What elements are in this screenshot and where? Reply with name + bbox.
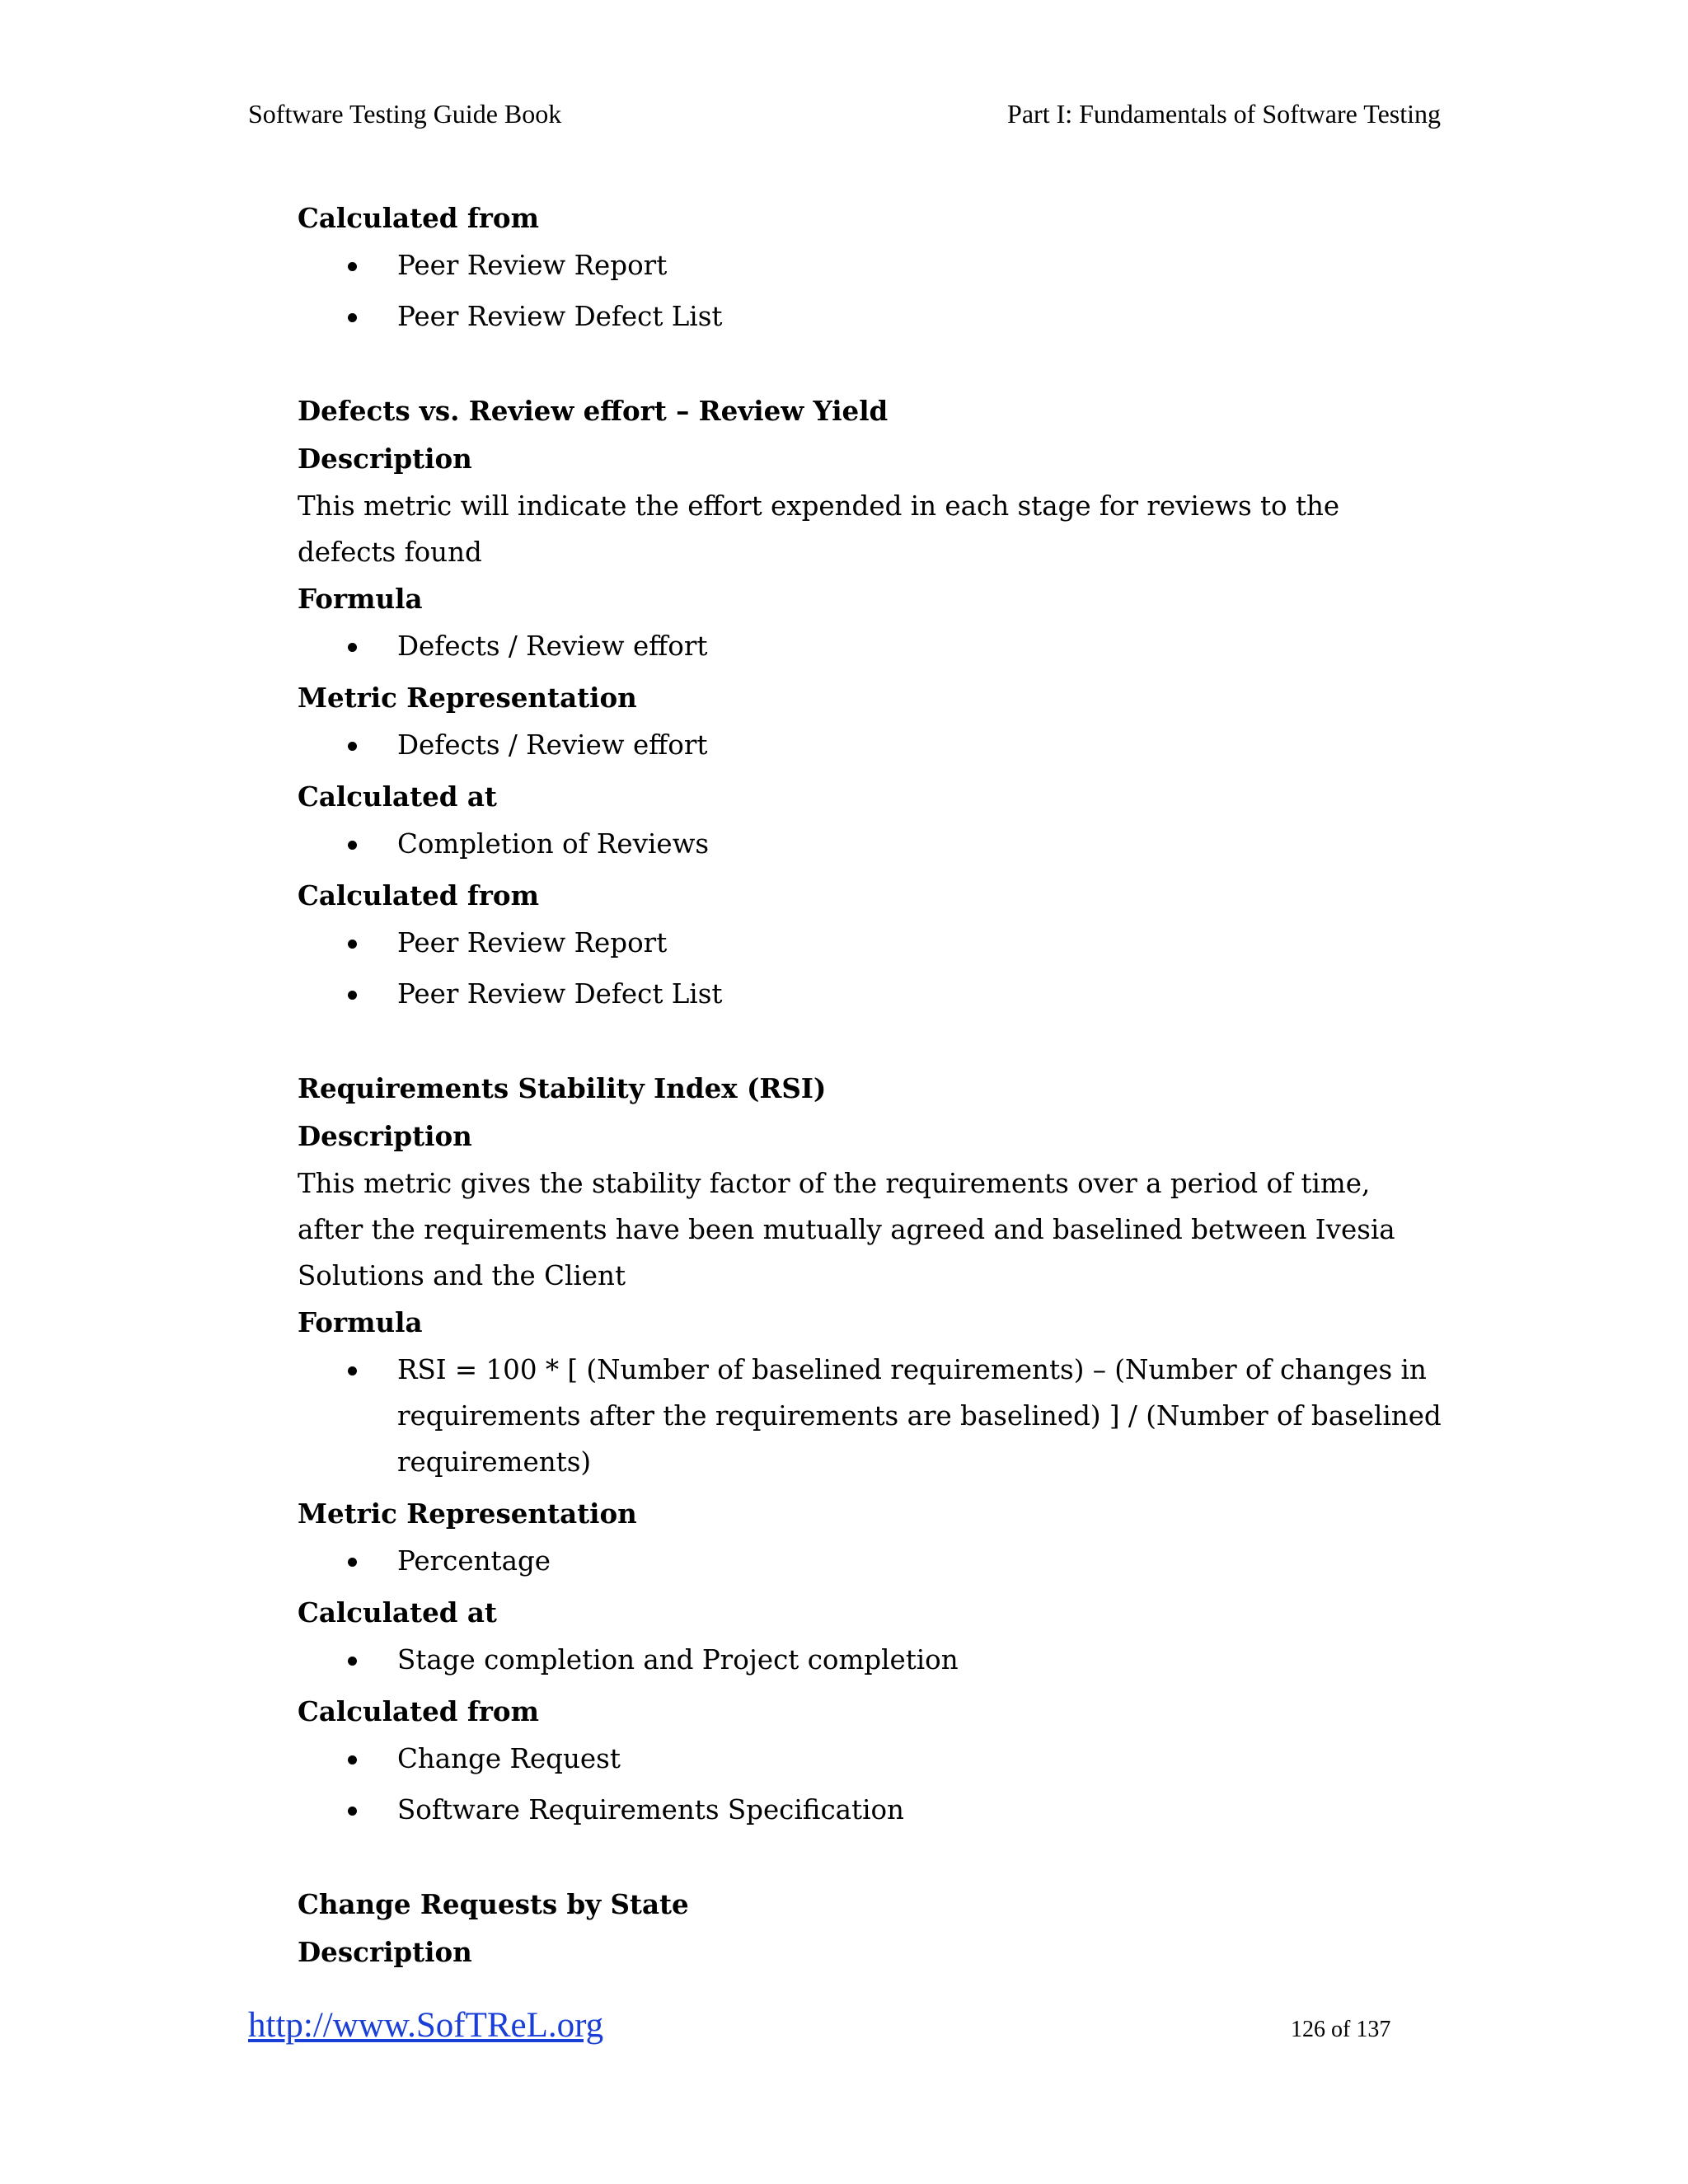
bullet-icon [348,940,357,949]
formula-list [298,623,1443,669]
calculated-from-heading: Calculated from [298,1695,539,1727]
description-text: This metric will indicate the effort expended in each stage for reviews to the defects found [298,490,1340,568]
bullet-icon [348,1657,357,1666]
calculated-at-heading: Calculated at [298,1596,497,1629]
list-item: Completion of Reviews [298,821,1443,867]
bullet-icon [348,991,357,1000]
list-item: Peer Review Defect List [298,293,1443,340]
bullet-icon [348,742,357,751]
bullet-icon [348,1366,357,1376]
description-heading: Description [298,1120,472,1152]
calculated-from-list [298,1736,1443,1833]
representation-list [298,1538,1443,1584]
bullet-icon [348,262,357,271]
bullet-icon [348,1755,357,1765]
bullet-icon [348,643,357,652]
list-item: Peer Review Report [298,242,1443,288]
calculated-at-list [298,821,1443,867]
list-item: Peer Review Report [298,920,1443,966]
description-heading: Description [298,1936,472,1968]
list-item: Percentage [298,1538,1443,1584]
section-title: Defects vs. Review effort – Review Yield [298,395,889,427]
representation-heading: Metric Representation [298,1497,637,1530]
list-item: Peer Review Defect List [298,971,1443,1017]
section-title: Requirements Stability Index (RSI) [298,1072,827,1104]
header-part-title: Part I: Fundamentals of Software Testing [1007,99,1441,129]
formula-heading: Formula [298,583,423,615]
description-heading: Description [298,443,472,475]
list-item: Stage completion and Project completion [298,1637,1443,1683]
page-header [248,97,1441,130]
page-content [298,194,1443,1976]
calculated-from-list [298,242,1443,340]
bullet-icon [348,1558,357,1567]
section-rsi [298,1065,1443,1833]
page-number: 126 of 137 [1291,2017,1391,2042]
calculated-from-list [298,920,1443,1017]
calculated-at-list [298,1637,1443,1683]
section-review-yield [298,387,1443,1017]
bullet-icon [348,1807,357,1816]
calculated-from-heading: Calculated from [298,202,539,234]
section-continued [298,194,1443,340]
list-item: Defects / Review effort [298,722,1443,768]
bullet-icon [348,313,357,322]
calculated-at-heading: Calculated at [298,780,497,813]
bullet-icon [348,841,357,850]
list-item: Defects / Review effort [298,623,1443,669]
description-text: This metric gives the stability factor of the requirements over a period of time, after the requirements have been mutually agreed and baselined between Ivesia Solutions and the Client [298,1168,1395,1291]
formula-heading: Formula [298,1306,423,1338]
section-change-requests [298,1881,1443,1976]
header-book-title: Software Testing Guide Book [248,99,562,129]
calculated-from-heading: Calculated from [298,879,539,912]
list-item: Change Request [298,1736,1443,1782]
formula-list [298,1347,1443,1485]
representation-list [298,722,1443,768]
list-item: RSI = 100 * [ (Number of baselined requirements) – (Number of changes in requirements after the requirements are baselined) ] / (Number of baselined requirements) [298,1347,1443,1485]
representation-heading: Metric Representation [298,682,637,714]
footer-website-link[interactable]: http://www.SofTReL.org [248,2006,604,2045]
list-item: Software Requirements Specification [298,1787,1443,1833]
section-title: Change Requests by State [298,1888,689,1920]
